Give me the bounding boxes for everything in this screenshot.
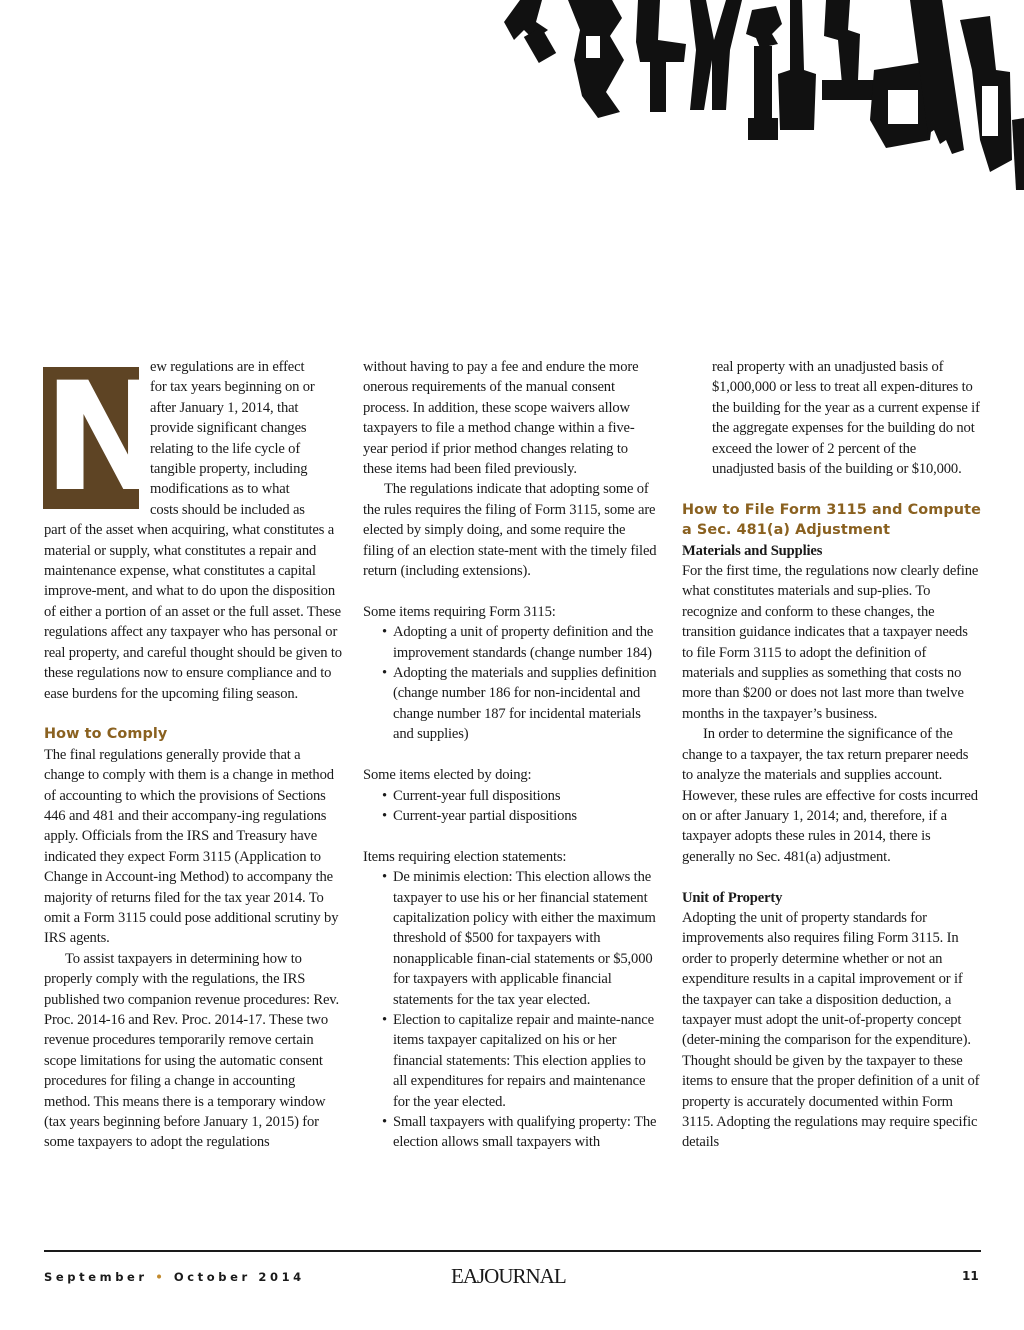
list-item: • Current-year partial dispositions: [384, 806, 659, 826]
list-item: • Current-year full dispositions: [384, 786, 659, 806]
drop-cap: N: [43, 351, 169, 525]
comply-paragraph-1: The final regulations generally provide that a change to comply with them is a change in method of accounting to which the provisions of Sections 446 and 481 and their accompany-ing regulations apply. Officials from the IRS and Treasury have indicated they expect Form 3115 (Application to Change in Account-ing Method) to accompany the majority of returns filed for the tax year 2014. To omit a Form 3115 could pose additional scrutiny by IRS agents.: [44, 746, 339, 947]
intro-paragraph: part of the asset when acquiring, what constitutes a material or supply, what constitutes a repair and maintenance expense, what constitutes a capital improve-ment, and what to do upon the disposition of either a portion of an asset or the full asset. These regulations affect any taxpayer who has personal or real property, and careful thought should be given to these regulations now to ensure compliance and to ease burdens for the upcoming filing season.: [44, 522, 342, 702]
pliers-icon: [690, 0, 742, 110]
file-form-heading-line-2: a Sec. 481(a) Adjustment: [682, 522, 891, 539]
page-number: 11: [962, 1269, 979, 1283]
column-2: [363, 357, 659, 1153]
screwdriver-icon: [778, 0, 816, 130]
footer-separator: •: [155, 1270, 167, 1284]
column-3: [682, 357, 981, 1153]
col2-paragraph-1: without having to pay a fee and endure the more onerous requirements of the manual consent process. In addition, these scope waivers allow taxpayers to file a method change within a five-year period if prior method changes relating to these items had been filed previously.: [363, 359, 639, 478]
unit-paragraph-1: Adopting the unit of property standards for improvements also requires filing Form 3115. In order to properly determine whether or not an expenditure results in a capital improvement or if the taxpayer can take a disposition deduction, a taxpayer must adopt the unit-of-property concept (deter-mining the comparison for the expenditure). Thought should be given by the taxpayer to these items to ensure that the proper definition of a unit of property is accurately documented within Form 3115. Adopting the regulations may require specific details: [682, 909, 980, 1151]
doing-list: [363, 786, 659, 827]
intro-line: for tax years beginning on or: [150, 379, 315, 396]
materials-subheading: Materials and Supplies: [682, 542, 823, 559]
form3115-list: [363, 622, 659, 744]
materials-paragraph-2: In order to determine the significance of the change to a taxpayer, the tax return preparer needs to analyze the materials and supplies account. However, these rules are effective for costs incurred on or after January 1, 2014; and, therefore, if a taxpayer adopts these rules in 2014, there is generally no Sec. 481(a) adjustment.: [682, 726, 978, 865]
materials-paragraph-1: For the first time, the regulations now clearly define what constitutes materials and sup-plies. To recognize and conform to these changes, the transition guidance indicates that a taxpayer needs to file Form 3115 to adopt the definition of materials and supplies as something that costs no more than $200 or does not last more than twelve months in the taxpayer’s business.: [682, 563, 979, 722]
intro-line: relating to the life cycle of: [150, 440, 301, 457]
list-item: • Small taxpayers with qualifying property: The election allows small taxpayers with: [384, 1112, 659, 1153]
footer-issue-date: [44, 1270, 305, 1284]
footer-month-2: October 2014: [173, 1270, 305, 1284]
intro-line: provide significant changes: [150, 420, 307, 437]
footer-month-1: September: [44, 1270, 148, 1284]
form3115-intro: Some items requiring Form 3115:: [363, 603, 556, 620]
how-to-comply-heading: How to Comply: [44, 726, 168, 743]
footer-rule: [44, 1250, 981, 1252]
intro-line: costs should be included as: [150, 501, 305, 518]
doing-intro: Some items elected by doing:: [363, 767, 532, 784]
hand-saw-icon: [568, 0, 624, 118]
ea-journal-logo: EAJOURNAL: [451, 1264, 566, 1288]
election-list: [363, 867, 659, 1153]
list-item: • Adopting a unit of property definition and the improvement standards (change number 184): [384, 622, 659, 663]
list-item: • Adopting the materials and supplies definition (change number 186 for non-incidental and change number 187 for incidental materials and supplies): [384, 663, 659, 745]
file-form-heading: [682, 500, 981, 541]
tools-illustration: [490, 0, 1024, 190]
adjustable-wrench-icon: [746, 6, 782, 48]
list-item: • Election to capitalize repair and mainte-nance items taxpayer capitalized on his or her financial statements: This election applies to all expenditures for repairs and maintenance for the year elected.: [384, 1010, 659, 1112]
column-1: [43, 351, 344, 1153]
comply-paragraph-2: To assist taxpayers in determining how to properly comply with the regulations, the IRS published two companion revenue procedures: Rev. Proc. 2014-16 and Rev. Proc. 2014-17. These two revenue procedures temporarily remove certain scope limitations for using the automatic consent procedures for filing a change in accounting method. This means there is a temporary window (tax years beginning before January 1, 2015) for some taxpayers to adopt the regulations: [44, 950, 339, 1151]
list-item: • De minimis election: This election allows the taxpayer to use his or her financial statement capitalization policy with either the maximum threshold of $500 for taxpayers with nonapplicable finan-cial statements or $5,000 for taxpayers with applicable financial statements for the tax year elected.: [384, 867, 659, 1010]
unit-subheading: Unit of Property: [682, 889, 783, 906]
intro-line: ew regulations are in effect: [150, 359, 305, 375]
continued-bullet-text: real property with an unadjusted basis of $1,000,000 or less to treat all expen-ditures to the building for the year as a current expense if the aggregate expenses for the building do not exceed the lower of 2 percent of the unadjusted basis of the building or $10,000.: [712, 359, 980, 478]
intro-line: modifications as to what: [150, 481, 290, 498]
intro-line: after January 1, 2014, that: [150, 399, 299, 416]
intro-line: tangible property, including: [150, 461, 308, 478]
col2-paragraph-2: The regulations indicate that adopting some of the rules requires the filing of Form 3115, some are elected by simply doing, and some require the filing of an election state-ment with the timely filed return (including extensions).: [363, 481, 657, 580]
file-form-heading-line-1: How to File Form 3115 and Compute: [682, 501, 981, 518]
election-intro: Items requiring election statements:: [363, 848, 567, 865]
wrench-2-icon: [824, 0, 860, 84]
hammer-icon: [636, 0, 686, 62]
